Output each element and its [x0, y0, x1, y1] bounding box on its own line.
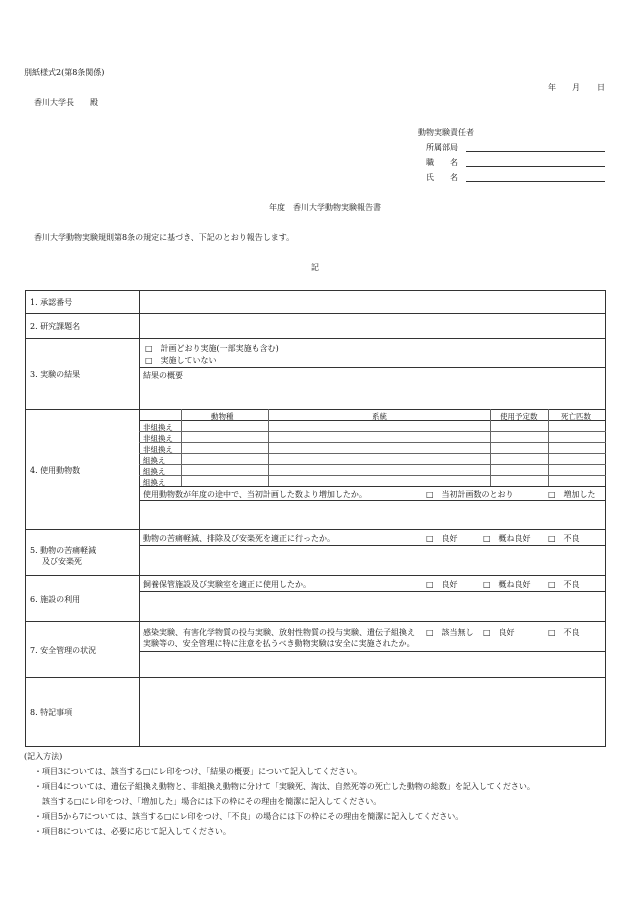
row-divider — [25, 575, 606, 576]
pain-option-mostly-good[interactable]: □ 概ね良好 — [483, 534, 531, 543]
addressee: 香川大学長 殿 — [34, 98, 98, 107]
row-divider — [139, 545, 606, 546]
date-month: 月 — [572, 83, 580, 92]
safety-question-line2: 実験等の、安全管理に特に注意を払うべき動物実験は安全に実施されたか。 — [143, 639, 415, 648]
safety-question-line1: 感染実験、有害化学物質の投与実験、放射性物質の投与実験、遺伝子組換え — [143, 628, 415, 637]
result-summary-label: 結果の概要 — [143, 371, 183, 380]
ki-mark: 記 — [311, 263, 319, 272]
animal-row-label: 非組換え — [143, 434, 173, 443]
subtable-col-divider — [268, 409, 269, 486]
safety-option-bad[interactable]: □ 不良 — [548, 628, 580, 637]
row-divider — [25, 338, 606, 339]
row-divider — [139, 591, 606, 592]
row-divider — [25, 409, 606, 410]
option-as-planned[interactable]: □ 当初計画数のとおり — [426, 490, 514, 499]
row-divider — [139, 500, 606, 501]
animal-row-label: 非組換え — [143, 423, 173, 432]
safety-reason-input[interactable] — [141, 653, 604, 676]
subtable-col-divider — [490, 409, 491, 486]
safety-option-good[interactable]: □ 良好 — [483, 628, 515, 637]
subtable-row-divider — [139, 475, 606, 476]
row-divider — [25, 529, 606, 530]
row-label-results: 3. 実験の結果 — [30, 370, 81, 379]
form-code: 別紙様式2(第8条関係) — [24, 68, 105, 77]
facility-reason-input[interactable] — [141, 593, 604, 620]
row-label-animals: 4. 使用動物数 — [30, 466, 81, 475]
result-option-implemented[interactable]: □ 計画どおり実施(一部実施も含む) — [145, 344, 279, 353]
note-item-4: ・項目4については、遺伝子組換え動物と、非組換え動物に分けて「実験死、淘汰、自然死等の死亡した動物の総数」を記入してください。 — [34, 782, 535, 791]
name-field[interactable] — [466, 181, 605, 182]
notes-heading: (記入方法) — [24, 752, 63, 761]
increase-reason-input[interactable] — [141, 502, 604, 528]
safety-option-na[interactable]: □ 該当無し — [426, 628, 474, 637]
subtable-row-divider — [139, 442, 606, 443]
row-divider — [25, 677, 606, 678]
reporter-title: 動物実験責任者 — [418, 128, 474, 137]
subtable-col-divider — [181, 409, 182, 486]
animal-row-label: 組換え — [143, 467, 166, 476]
facility-option-bad[interactable]: □ 不良 — [548, 580, 580, 589]
doc-title: 年度 香川大学動物実験報告書 — [269, 203, 381, 212]
row-divider — [25, 313, 606, 314]
increase-question: 使用動物数が年度の途中で、当初計画した数より増加したか。 — [143, 490, 367, 499]
row-divider — [25, 621, 606, 622]
position-label: 職 名 — [426, 158, 458, 167]
note-item-3: ・項目3については、該当する□にレ印をつけ、「結果の概要」について記入してください。 — [34, 767, 363, 776]
animal-row-label: 組換え — [143, 456, 166, 465]
date-day: 日 — [597, 83, 605, 92]
special-notes-input[interactable] — [141, 679, 604, 745]
row-label-facility: 6. 施設の利用 — [30, 595, 81, 604]
row-label-pain-2: 及び安楽死 — [42, 557, 82, 566]
name-label: 氏 名 — [426, 173, 458, 182]
label-column-divider — [139, 290, 140, 747]
row-label-approval: 1. 承認番号 — [30, 298, 73, 307]
row-divider — [139, 651, 606, 652]
subtable-row-divider — [139, 453, 606, 454]
date-year: 年 — [548, 83, 556, 92]
header-deaths: 死亡匹数 — [561, 412, 591, 421]
result-summary-input[interactable] — [141, 380, 604, 407]
position-field[interactable] — [466, 166, 605, 167]
row-label-pain: 5. 動物の苦痛軽減 — [30, 546, 97, 555]
header-species: 動物種 — [211, 412, 234, 421]
facility-option-mostly-good[interactable]: □ 概ね良好 — [483, 580, 531, 589]
row-label-safety: 7. 安全管理の状況 — [30, 646, 97, 655]
row-label-title: 2. 研究課題名 — [30, 322, 81, 331]
note-item-8: ・項目8については、必要に応じて記入してください。 — [34, 827, 231, 836]
note-item-4-cont: 該当する□にレ印をつけ、「増加した」場合には下の枠にその理由を簡潔に記入してください。 — [42, 797, 382, 806]
subtable-bottom — [139, 486, 606, 487]
facility-question: 飼養保管施設及び実験室を適正に使用したか。 — [143, 580, 311, 589]
header-planned: 使用予定数 — [500, 412, 538, 421]
pain-question: 動物の苦痛軽減、排除及び安楽死を適正に行ったか。 — [143, 534, 335, 543]
row-divider — [139, 367, 606, 368]
pain-reason-input[interactable] — [141, 547, 604, 574]
intro-text: 香川大学動物実験規則第8条の規定に基づき、下記のとおり報告します。 — [34, 233, 295, 242]
subtable-row-divider — [139, 431, 606, 432]
pain-option-bad[interactable]: □ 不良 — [548, 534, 580, 543]
animal-row-label: 組換え — [143, 478, 166, 487]
row-label-notes: 8. 特記事項 — [30, 708, 73, 717]
approval-number-input[interactable] — [141, 292, 604, 312]
subtable-col-divider — [548, 409, 549, 486]
animal-row-label: 非組換え — [143, 445, 173, 454]
option-increased[interactable]: □ 増加した — [548, 490, 596, 499]
subtable-row-divider — [139, 464, 606, 465]
project-title-input[interactable] — [141, 315, 604, 337]
header-strain: 系統 — [372, 412, 387, 421]
result-option-not-implemented[interactable]: □ 実施していない — [145, 356, 217, 365]
pain-option-good[interactable]: □ 良好 — [426, 534, 458, 543]
dept-label: 所属部局 — [426, 143, 458, 152]
dept-field[interactable] — [466, 151, 605, 152]
facility-option-good[interactable]: □ 良好 — [426, 580, 458, 589]
note-item-5-7: ・項目5から7については、該当する□にレ印をつけ、「不良」の場合には下の枠にその理由を簡潔に記入してください。 — [34, 812, 464, 821]
